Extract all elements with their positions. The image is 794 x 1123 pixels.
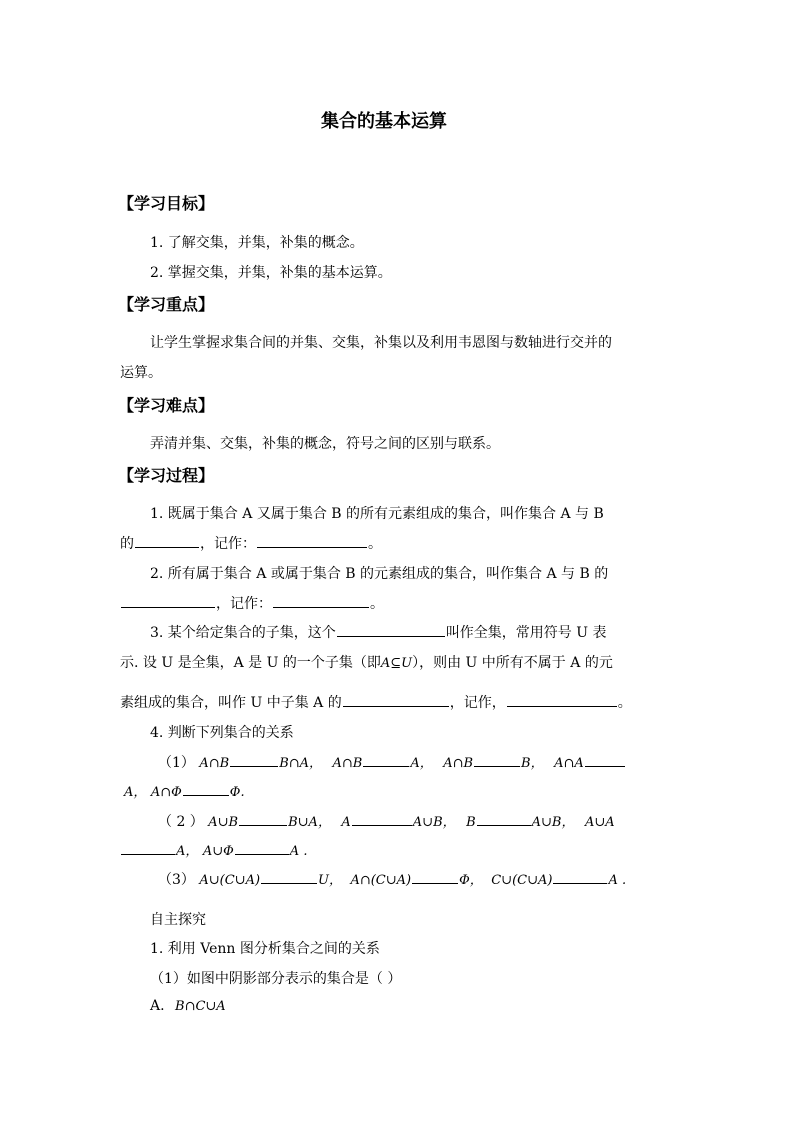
explore-heading: 自主探究 bbox=[150, 912, 206, 928]
process-item-1-line2 bbox=[120, 533, 382, 553]
formula: A∪B， bbox=[531, 815, 575, 830]
answer-blank[interactable] bbox=[261, 869, 317, 884]
question-3 bbox=[158, 869, 626, 889]
process-heading: 【学习过程】 bbox=[118, 466, 215, 485]
formula: A∪B bbox=[208, 815, 239, 830]
formula: A， bbox=[124, 785, 147, 800]
text-fragment: ，记作： bbox=[200, 536, 256, 552]
formula: B∩A， bbox=[279, 756, 323, 771]
formula: A . bbox=[608, 873, 627, 888]
text-fragment: 。 bbox=[368, 536, 382, 552]
answer-blank[interactable] bbox=[121, 840, 175, 855]
formula: A∩Φ bbox=[150, 785, 182, 800]
answer-blank[interactable] bbox=[477, 811, 531, 826]
question-label: （3） bbox=[158, 872, 195, 888]
key-text-line1: 让学生掌握求集合间的并集、交集，补集以及利用韦恩图与数轴进行交并的 bbox=[150, 335, 612, 351]
option-a bbox=[150, 998, 226, 1014]
answer-blank[interactable] bbox=[412, 869, 458, 884]
text-fragment: 3. 某个给定集合的子集，这个 bbox=[150, 625, 336, 641]
page-title: 集合的基本运算 bbox=[321, 111, 447, 132]
question-2-line1 bbox=[158, 811, 615, 831]
formula: A， bbox=[176, 844, 199, 859]
goal-item-1: 1. 了解交集，并集，补集的概念。 bbox=[150, 235, 364, 251]
process-item-4: 4. 判断下列集合的关系 bbox=[150, 725, 294, 741]
question-label: （ 2 ） bbox=[158, 814, 204, 830]
goal-item-2: 2. 掌握交集，并集，补集的基本运算。 bbox=[150, 265, 392, 281]
option-label: A. bbox=[150, 998, 165, 1014]
difficulty-text: 弄清并集、交集，补集的概念，符号之间的区别与联系。 bbox=[150, 436, 500, 452]
formula: Φ. bbox=[229, 785, 245, 800]
answer-blank[interactable] bbox=[235, 840, 289, 855]
formula: A∪Φ bbox=[202, 844, 234, 859]
subset-formula: A⊆U bbox=[380, 656, 413, 671]
key-heading: 【学习重点】 bbox=[118, 295, 215, 314]
formula: B∩C∪A bbox=[175, 999, 226, 1014]
process-item-2-line1: 2. 所有属于集合 A 或属于集合 B 的元素组成的集合，叫作集合 A 与 B 的 bbox=[150, 566, 609, 582]
text-fragment: 素组成的集合，叫作 U 中子集 A 的 bbox=[120, 695, 342, 711]
text-fragment: 。 bbox=[617, 695, 632, 711]
answer-blank[interactable] bbox=[183, 781, 229, 796]
formula: B∪A， bbox=[288, 815, 331, 830]
answer-blank[interactable] bbox=[363, 752, 409, 767]
formula: A bbox=[341, 815, 351, 830]
answer-blank[interactable] bbox=[230, 752, 278, 767]
process-item-1-line1: 1. 既属于集合 A 又属于集合 B 的所有元素组成的集合，叫作集合 A 与 B bbox=[150, 506, 604, 522]
text-fragment: 的 bbox=[120, 536, 134, 552]
text-fragment: ，记作： bbox=[216, 596, 272, 612]
formula: A∪A bbox=[584, 815, 615, 830]
formula: A∩(C∪A) bbox=[350, 873, 412, 888]
text-fragment: 叫作全集，常用符号 U 表 bbox=[445, 625, 607, 641]
process-item-2-line2 bbox=[120, 593, 384, 613]
question-1-line2 bbox=[124, 781, 245, 800]
key-text-line2: 运算。 bbox=[120, 365, 162, 381]
answer-blank[interactable] bbox=[553, 869, 607, 884]
formula: A∩A bbox=[554, 756, 584, 771]
process-item-3-line1 bbox=[150, 622, 607, 642]
formula: C∪(C∪A) bbox=[491, 873, 553, 888]
answer-blank[interactable] bbox=[352, 811, 412, 826]
answer-blank[interactable] bbox=[135, 533, 199, 548]
answer-blank[interactable] bbox=[121, 593, 215, 608]
formula: A， bbox=[410, 756, 433, 771]
answer-blank[interactable] bbox=[474, 752, 520, 767]
text-fragment: ，记作， bbox=[449, 695, 506, 711]
difficulty-heading: 【学习难点】 bbox=[118, 396, 215, 415]
process-item-3-line3 bbox=[120, 692, 632, 712]
formula: A∩B bbox=[199, 756, 230, 771]
formula: A∩B bbox=[443, 756, 474, 771]
formula: U， bbox=[318, 873, 342, 888]
answer-blank[interactable] bbox=[273, 593, 369, 608]
formula: A∪(C∪A) bbox=[199, 873, 261, 888]
question-1-line1 bbox=[158, 752, 626, 772]
formula: B， bbox=[521, 756, 544, 771]
text-fragment: 。 bbox=[370, 596, 384, 612]
formula: Φ， bbox=[459, 873, 483, 888]
answer-blank[interactable] bbox=[585, 752, 625, 767]
formula: B bbox=[466, 815, 476, 830]
text-fragment: ），则由 U 中所有不属于 A 的元 bbox=[412, 655, 613, 671]
formula: A∪B， bbox=[412, 815, 456, 830]
question-2-line2 bbox=[120, 840, 307, 859]
formula: A∩B bbox=[332, 756, 363, 771]
answer-blank[interactable] bbox=[257, 533, 367, 548]
answer-blank[interactable] bbox=[239, 811, 287, 826]
answer-blank[interactable] bbox=[343, 692, 449, 707]
goals-heading: 【学习目标】 bbox=[118, 194, 215, 213]
answer-blank[interactable] bbox=[337, 622, 445, 637]
text-fragment: 示. 设 U 是全集，A 是 U 的一个子集（即 bbox=[120, 655, 381, 671]
explore-sub-1: （1）如图中阴影部分表示的集合是（ ） bbox=[150, 971, 402, 987]
formula: A . bbox=[289, 844, 308, 859]
explore-item-1: 1. 利用 Venn 图分析集合之间的关系 bbox=[150, 941, 380, 957]
answer-blank[interactable] bbox=[507, 692, 617, 707]
process-item-3-line2 bbox=[120, 652, 613, 672]
question-label: （1） bbox=[158, 755, 195, 771]
